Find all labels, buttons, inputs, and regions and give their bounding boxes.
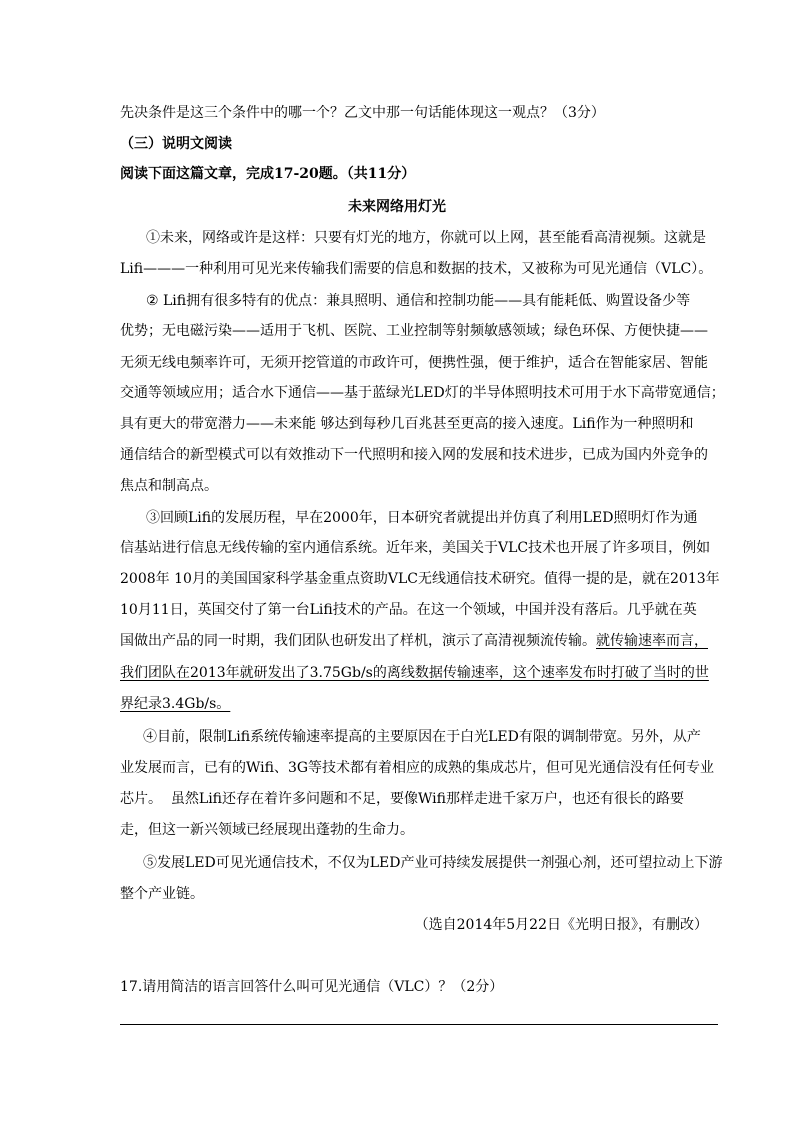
paragraph-5-line-1: ⑤发展LED可见光通信技术，不仅为LED产业可持续发展提供一剂强心剂，还可望拉动上下游 [143, 855, 723, 871]
paragraph-3-line-5-text: 国做出产品的同一时期，我们团队也研发出了样机，演示了高清视频流传输。 [120, 633, 596, 649]
question-17: 17.请用简洁的语言回答什么叫可见光通信（VLC）？（2分） [120, 979, 504, 995]
paragraph-4-line-1: ④目前，限制Lifi系统传输速率提高的主要原因在于白光LED有限的调制带宽。另外，从产 [143, 729, 701, 745]
paragraph-5-line-2: 整个产业链。 [120, 886, 204, 902]
paragraph-3-line-3: 2008年 10月的美国国家科学基金重点资助VLC无线通信技术研究。值得一提的是，就在2013年 [120, 571, 720, 587]
paragraph-3-line-1: ③回顾Lifi的发展历程，早在2000年，日本研究者就提出并仿真了利用LED照明灯作为通 [146, 510, 698, 526]
paragraph-2-line-1: ② Lifi拥有很多特有的优点：兼具照明、通信和控制功能——具有能耗低、购置设备少等 [146, 293, 691, 309]
section-instruction: 阅读下面这篇文章，完成17-20题。（共11分） [120, 166, 416, 182]
source-citation: （选自2014年5月22日《光明日报》，有删改） [414, 917, 708, 933]
paragraph-3-line-2: 信基站进行信息无线传输的室内通信系统。近年来，美国关于VLC技术也开展了许多项目，例如 [120, 540, 711, 556]
underlined-sentence-start: 就传输速率而言， [596, 633, 708, 649]
paragraph-2-line-6: 通信结合的新型模式可以有效推动下一代照明和接入网的发展和技术进步，已成为国内外竞争的 [120, 447, 708, 463]
paragraph-3-line-5 [120, 631, 720, 651]
section-heading: （三）说明文阅读 [120, 136, 232, 152]
paragraph-1-line-2: Lifi———一种利用可见光来传输我们需要的信息和数据的技术，又被称为可见光通信（VLC）。 [120, 261, 713, 277]
previous-question-line: 先决条件是这三个条件中的哪一个？乙文中那一句话能体现这一观点？（3分） [120, 105, 605, 121]
paragraph-2-line-3: 无须无线电频率许可，无须开挖管道的市政许可，便携性强，便于维护，适合在智能家居、智能 [120, 355, 708, 371]
paragraph-2-line-4: 交通等领域应用；适合水下通信——基于蓝绿光LED灯的半导体照明技术可用于水下高带宽通信； [120, 385, 725, 401]
article-title: 未来网络用灯光 [348, 199, 446, 215]
paragraph-4-line-2: 业发展而言，已有的Wifi、3G等技术都有着相应的成熟的集成芯片，但可见光通信没有任何专业 [120, 760, 715, 776]
paragraph-3-line-4: 10月11日，英国交付了第一台Lifi技术的产品。在这一个领域，中国并没有落后。几乎就在英 [120, 602, 697, 618]
paragraph-2-line-7: 焦点和制高点。 [120, 478, 218, 494]
paragraph-4-line-4: 走，但这一新兴领域已经展现出蓬勃的生命力。 [120, 822, 414, 838]
paragraph-4-line-3: 芯片。 虽然Lifi还存在着许多问题和不足，要像Wifi那样走进千家万户，也还有很长的路要 [120, 791, 684, 807]
paragraph-2-line-5: 具有更大的带宽潜力——未来能 够达到每秒几百兆甚至更高的接入速度。Lifi作为一种照明和 [120, 416, 694, 432]
underlined-sentence-end: 界纪录3.4Gb/s。 [120, 696, 231, 712]
answer-line[interactable] [120, 1024, 718, 1025]
paragraph-1-line-1: ①未来，网络或许是这样：只要有灯光的地方，你就可以上网，甚至能看高清视频。这就是 [146, 230, 706, 246]
underlined-sentence-middle: 我们团队在2013年就研发出了3.75Gb/s的离线数据传输速率，这个速率发布时打破了当时的世 [120, 665, 709, 681]
paragraph-2-line-2: 优势；无电磁污染——适用于飞机、医院、工业控制等射频敏感领域；绿色环保、方便快捷—— [120, 323, 708, 339]
